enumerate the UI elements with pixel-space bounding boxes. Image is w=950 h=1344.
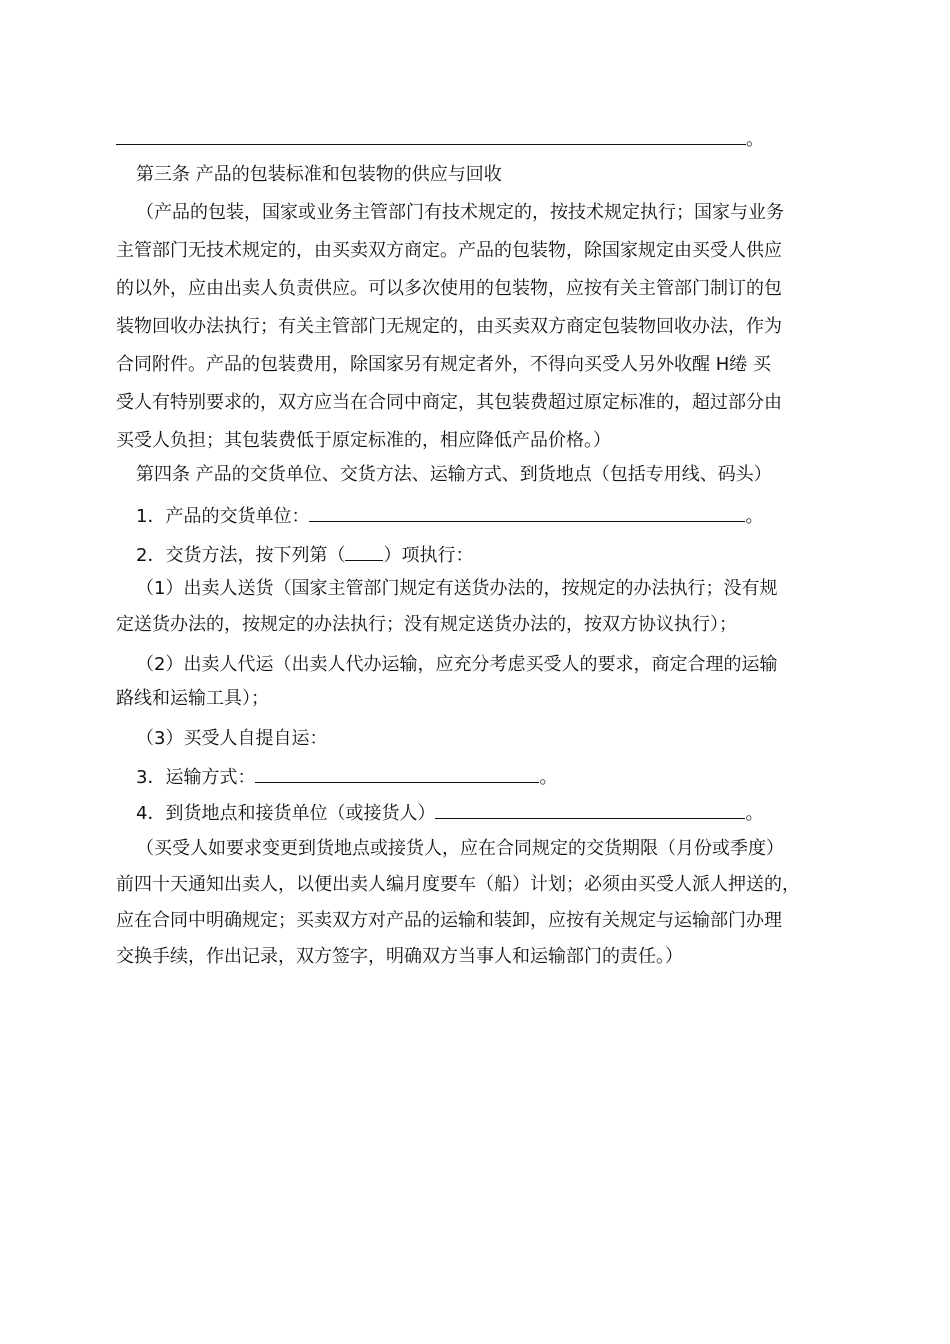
option-2-text-1: （2）出卖人代运（出卖人代办运输，应充分考虑买受人的要求，商定合理的运输 (136, 654, 778, 675)
article-3-text-1: （产品的包装，国家或业务主管部门有技术规定的，按技术规定执行；国家与业务 (136, 202, 784, 223)
item-3-label: 3．运输方式： (136, 767, 256, 788)
item-1-label: 1．产品的交货单位： (136, 506, 310, 527)
article-3-title: 第三条 产品的包装标准和包装物的供应与回收 (136, 164, 502, 185)
item-3-transport-mode (136, 766, 557, 789)
note-text-4: 交换手续，作出记录，双方签字，明确双方当事人和运输部门的责任。） (116, 946, 683, 967)
item-2-text-a: 2．交货方法，按下列第（ (136, 545, 346, 566)
method-choice-blank (345, 544, 383, 561)
option-2-text-2: 路线和运输工具）； (116, 688, 269, 709)
option-1-text-2: 定送货办法的，按规定的办法执行；没有规定送货办法的，按双方协议执行）； (116, 614, 737, 635)
transport-mode-blank (255, 766, 539, 783)
note-text-1: （买受人如要求变更到货地点或接货人，应在合同规定的交货期限（月份或季度） (136, 838, 784, 859)
item-4-end: 。 (745, 803, 764, 824)
article-4-title: 第四条 产品的交货单位、交货方法、运输方式、到货地点（包括专用线、码头） (136, 464, 772, 485)
option-1-text-1: （1）出卖人送货（国家主管部门规定有送货办法的，按规定的办法执行；没有规 (136, 578, 778, 599)
article-3-text-4: 装物回收办法执行；有关主管部门无规定的，由买卖双方商定包装物回收办法，作为 (116, 316, 782, 337)
blank-underline (116, 128, 746, 145)
article-3-text-7: 买受人负担；其包装费低于原定标准的，相应降低产品价格。） (116, 430, 611, 451)
article-3-text-5: 合同附件。产品的包装费用，除国家另有规定者外，不得向买受人另外收醒 H绻 买 (116, 354, 771, 375)
item-3-end: 。 (539, 767, 558, 788)
article-3-text-6: 受人有特别要求的，双方应当在合同中商定，其包装费超过原定标准的，超过部分由 (116, 392, 782, 413)
note-text-3: 应在合同中明确规定；买卖双方对产品的运输和装卸，应按有关规定与运输部门办理 (116, 910, 782, 931)
delivery-unit-blank (309, 505, 745, 522)
line-end-mark: 。 (746, 129, 764, 150)
note-text-2: 前四十天通知出卖人，以便出卖人编月度要车（船）计划；必须由买受人派人押送的， (116, 874, 800, 895)
option-3-text: （3）买受人自提自运： (136, 728, 328, 749)
destination-blank (435, 802, 745, 819)
article-3-text-2: 主管部门无技术规定的，由买卖双方商定。产品的包装物，除国家规定由买受人供应 (116, 240, 782, 261)
blank-line-top (116, 128, 764, 151)
item-2-text-b: ）项执行： (383, 545, 474, 566)
article-3-text-3: 的以外，应由出卖人负责供应。可以多次使用的包装物，应按有关主管部门制订的包 (116, 278, 782, 299)
item-1-end: 。 (745, 506, 764, 527)
item-4-destination (136, 802, 763, 825)
item-4-label: 4．到货地点和接货单位（或接货人） (136, 803, 436, 824)
item-1-delivery-unit (136, 505, 763, 528)
item-2-delivery-method (136, 544, 473, 567)
